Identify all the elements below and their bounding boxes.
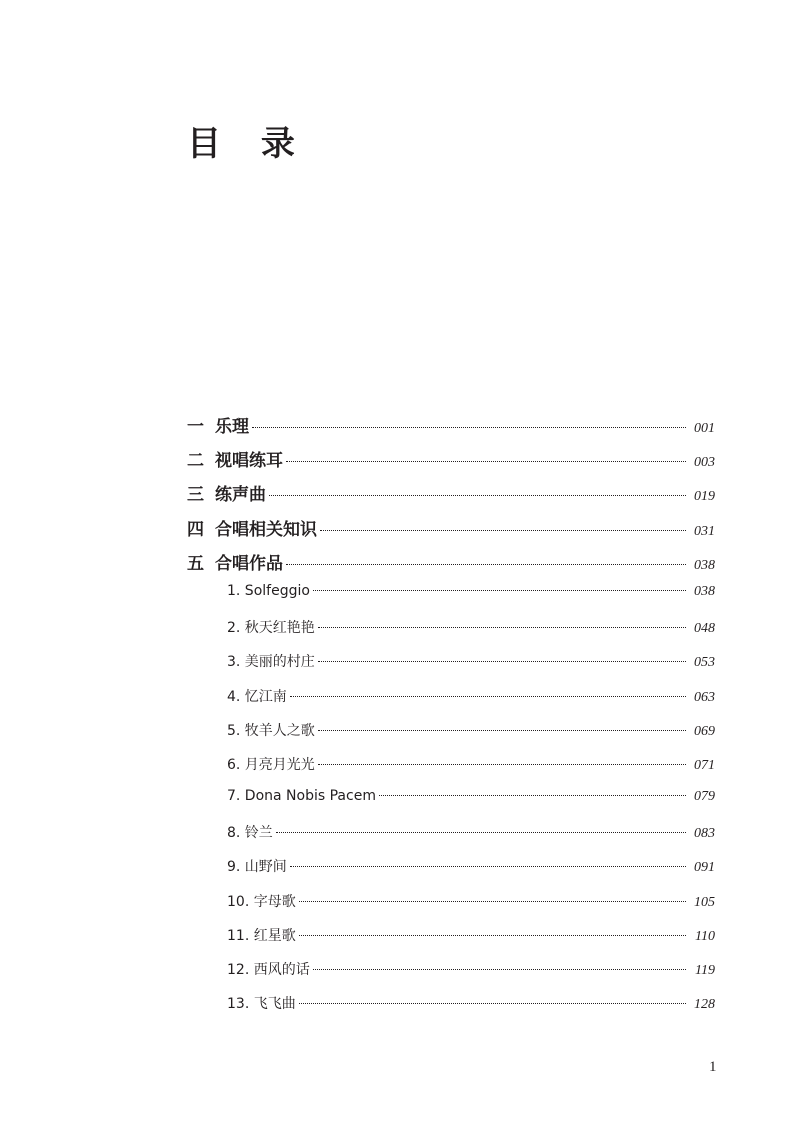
toc-item-4[interactable]	[187, 686, 715, 720]
item-page: 105	[694, 894, 715, 910]
dot-leader	[318, 730, 686, 731]
toc-chapter-3[interactable]	[187, 480, 715, 514]
dot-leader	[299, 901, 686, 902]
dot-leader	[276, 832, 686, 833]
item-page: 110	[695, 928, 715, 944]
item-title: 8. 铃兰	[227, 825, 273, 842]
chapter-title: 合唱相关知识	[215, 519, 317, 540]
dot-leader	[313, 969, 686, 970]
toc-chapter-4[interactable]	[187, 515, 715, 549]
dot-leader	[318, 661, 686, 662]
page-number: 1	[709, 1059, 717, 1075]
toc-item-1[interactable]	[187, 583, 715, 617]
item-title: 2. 秋天红艳艳	[227, 620, 315, 637]
item-page: 119	[695, 963, 715, 978]
item-page: 053	[694, 655, 715, 671]
toc-chapter-2[interactable]	[187, 446, 715, 480]
dot-leader	[286, 461, 686, 462]
chapter-title: 练声曲	[215, 485, 266, 506]
toc-item-10[interactable]	[187, 891, 715, 925]
page-title: 目 录	[187, 124, 309, 164]
item-title: 3. 美丽的村庄	[227, 654, 315, 671]
chapter-number: 四	[187, 519, 204, 540]
item-title: 13. 飞飞曲	[227, 996, 296, 1013]
toc-item-9[interactable]	[187, 856, 715, 890]
item-title: 12. 西风的话	[227, 962, 310, 978]
dot-leader	[318, 764, 686, 765]
chapter-page: 031	[694, 523, 715, 539]
dot-leader	[290, 866, 686, 867]
toc-item-7[interactable]	[187, 788, 715, 822]
toc-item-13[interactable]	[187, 993, 715, 1027]
toc-chapter-5[interactable]	[187, 549, 715, 583]
toc-item-6[interactable]	[187, 754, 715, 788]
chapter-page: 019	[694, 489, 715, 505]
item-title: 7. Dona Nobis Pacem	[227, 788, 376, 805]
toc-item-11[interactable]	[187, 925, 715, 959]
item-page: 038	[694, 583, 715, 599]
table-of-contents	[187, 412, 715, 1027]
chapter-title: 视唱练耳	[215, 451, 283, 472]
dot-leader	[269, 495, 686, 496]
item-title: 10. 字母歌	[227, 893, 296, 910]
item-title: 5. 牧羊人之歌	[227, 722, 315, 739]
toc-item-2[interactable]	[187, 617, 715, 651]
dot-leader	[313, 590, 686, 591]
dot-leader	[318, 627, 686, 628]
toc-item-12[interactable]	[187, 959, 715, 993]
item-title: 11. 红星歌	[227, 927, 296, 944]
item-page: 128	[694, 997, 715, 1013]
dot-leader	[290, 696, 686, 697]
chapter-title: 合唱作品	[215, 553, 283, 574]
dot-leader	[379, 795, 686, 796]
chapter-number: 五	[187, 553, 204, 574]
chapter-number: 二	[187, 451, 204, 472]
item-page: 083	[694, 826, 715, 842]
item-page: 091	[694, 860, 715, 876]
toc-item-8[interactable]	[187, 822, 715, 856]
chapter-page: 003	[694, 455, 715, 471]
dot-leader	[299, 1003, 686, 1004]
toc-chapter-1[interactable]	[187, 412, 715, 446]
item-page: 048	[694, 621, 715, 637]
item-page: 071	[694, 757, 715, 773]
chapter-page: 038	[694, 557, 715, 573]
item-title: 6. 月亮月光光	[227, 756, 315, 773]
item-title: 9. 山野间	[227, 859, 287, 876]
item-page: 069	[694, 723, 715, 739]
item-title: 4. 忆江南	[227, 688, 287, 705]
chapter-page: 001	[694, 421, 715, 436]
item-page: 063	[694, 689, 715, 705]
toc-item-3[interactable]	[187, 651, 715, 685]
toc-item-5[interactable]	[187, 720, 715, 754]
item-page: 079	[694, 789, 715, 805]
chapter-number: 三	[187, 485, 204, 506]
dot-leader	[286, 564, 686, 565]
dot-leader	[320, 530, 686, 531]
item-title: 1. Solfeggio	[227, 582, 310, 599]
chapter-title: 乐理	[215, 417, 249, 437]
dot-leader	[252, 427, 686, 428]
chapter-number: 一	[187, 417, 204, 437]
dot-leader	[299, 935, 686, 936]
